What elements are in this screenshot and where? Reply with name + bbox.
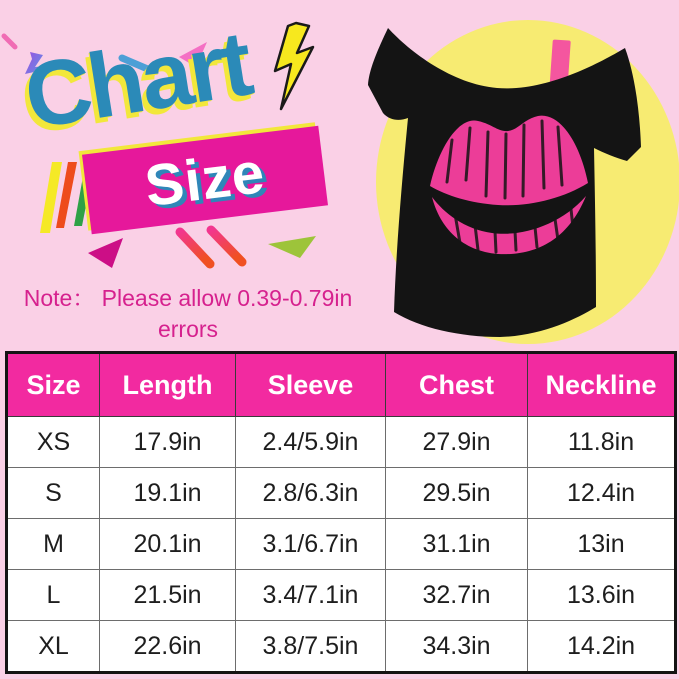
cell-neckline: 13.6in [528,570,676,621]
cell-chest: 32.7in [386,570,528,621]
cell-length: 21.5in [100,570,236,621]
table-row-m [7,519,676,570]
cell-sleeve: 3.8/7.5in [236,621,386,673]
cell-neckline: 11.8in [528,417,676,468]
cell-size: XS [7,417,100,468]
cell-size: S [7,468,100,519]
green-triangle-icon [268,236,316,258]
table-row-xl [7,621,676,673]
cell-neckline: 13in [528,519,676,570]
column-header-size: Size [7,353,100,417]
cell-size: M [7,519,100,570]
column-header-chest: Chest [386,353,528,417]
page-title-size: Size [141,139,269,220]
cell-chest: 31.1in [386,519,528,570]
cell-length: 20.1in [100,519,236,570]
cell-neckline: 12.4in [528,468,676,519]
table-row-s [7,468,676,519]
cell-sleeve: 2.4/5.9in [236,417,386,468]
column-header-length: Length [100,353,236,417]
cell-chest: 34.3in [386,621,528,673]
cell-sleeve: 2.8/6.3in [236,468,386,519]
cell-neckline: 14.2in [528,621,676,673]
size-table [5,351,677,674]
note-line-1: Note： Please allow 0.39-0.79in errors [23,285,353,343]
cell-length: 22.6in [100,621,236,673]
table-row-l [7,570,676,621]
cell-length: 17.9in [100,417,236,468]
gradient-sticks-icon [180,230,242,264]
yellow-lightning-icon [275,23,313,109]
page-title-chart: Chart [18,12,257,149]
cell-length: 19.1in [100,468,236,519]
column-header-neckline: Neckline [528,353,676,417]
table-header-row [7,353,676,417]
column-header-sleeve: Sleeve [236,353,386,417]
cell-size: XL [7,621,100,673]
pink-corner-tick-icon [4,36,15,47]
cell-sleeve: 3.4/7.1in [236,570,386,621]
cell-sleeve: 3.1/6.7in [236,519,386,570]
cell-chest: 27.9in [386,417,528,468]
cell-chest: 29.5in [386,468,528,519]
table-row-xs [7,417,676,468]
magenta-triangle-icon [88,238,123,268]
cell-size: L [7,570,100,621]
